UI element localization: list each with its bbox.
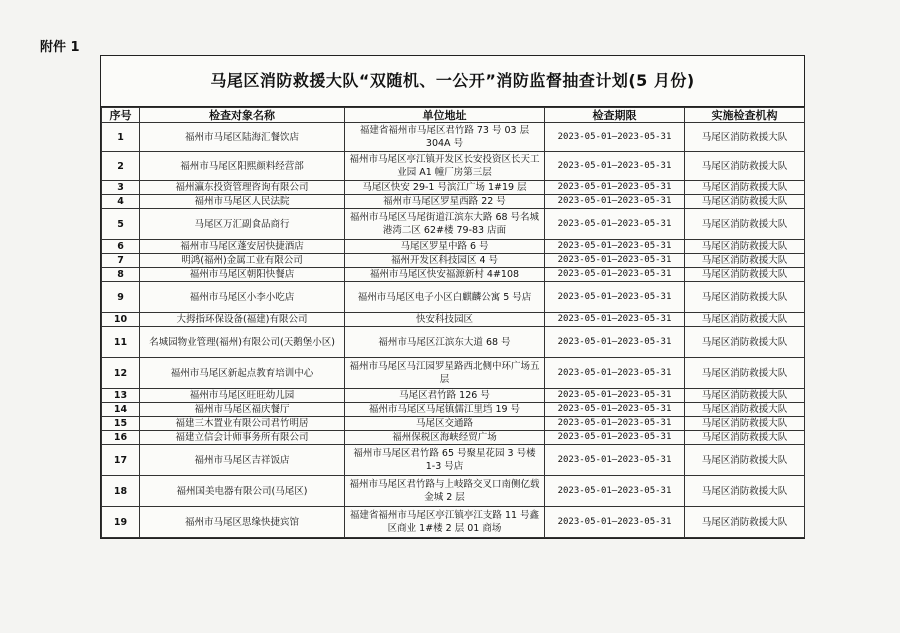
cell-address: 福州市马尾区君竹路 65 号聚星花园 3 号楼 1-3 号店 bbox=[345, 445, 545, 476]
inspection-plan-sheet bbox=[100, 55, 805, 539]
table-body bbox=[102, 123, 805, 538]
table-row bbox=[102, 152, 805, 181]
table-row bbox=[102, 507, 805, 538]
cell-agency: 马尾区消防救援大队 bbox=[685, 181, 805, 195]
cell-name: 福州市马尾区新起点教育培训中心 bbox=[140, 358, 345, 389]
cell-address: 福州市马尾区电子小区白麒麟公寓 5 号店 bbox=[345, 282, 545, 313]
cell-no: 4 bbox=[102, 195, 140, 209]
table-row bbox=[102, 358, 805, 389]
cell-period: 2023-05-01—2023-05-31 bbox=[545, 445, 685, 476]
cell-no: 8 bbox=[102, 268, 140, 282]
cell-no: 17 bbox=[102, 445, 140, 476]
table-row bbox=[102, 195, 805, 209]
table-row bbox=[102, 254, 805, 268]
cell-no: 6 bbox=[102, 240, 140, 254]
cell-period: 2023-05-01—2023-05-31 bbox=[545, 268, 685, 282]
table-row bbox=[102, 240, 805, 254]
cell-address: 福州保税区海峡经贸广场 bbox=[345, 431, 545, 445]
cell-agency: 马尾区消防救援大队 bbox=[685, 417, 805, 431]
cell-name: 福州市马尾区吉祥饭店 bbox=[140, 445, 345, 476]
cell-address: 马尾区君竹路 126 号 bbox=[345, 389, 545, 403]
header-period: 检查期限 bbox=[545, 108, 685, 123]
attachment-label: 附件 1 bbox=[40, 40, 80, 55]
cell-name: 名城园物业管理(福州)有限公司(天鹅堡小区) bbox=[140, 327, 345, 358]
cell-name: 福州市马尾区小李小吃店 bbox=[140, 282, 345, 313]
cell-agency: 马尾区消防救援大队 bbox=[685, 240, 805, 254]
cell-name: 福建三木置业有限公司君竹明居 bbox=[140, 417, 345, 431]
cell-agency: 马尾区消防救援大队 bbox=[685, 358, 805, 389]
cell-period: 2023-05-01—2023-05-31 bbox=[545, 254, 685, 268]
cell-address: 快安科技园区 bbox=[345, 313, 545, 327]
cell-name: 福州市马尾区旺旺幼儿园 bbox=[140, 389, 345, 403]
cell-address: 福州市马尾区江滨东大道 68 号 bbox=[345, 327, 545, 358]
header-address: 单位地址 bbox=[345, 108, 545, 123]
cell-no: 9 bbox=[102, 282, 140, 313]
cell-agency: 马尾区消防救援大队 bbox=[685, 282, 805, 313]
cell-agency: 马尾区消防救援大队 bbox=[685, 123, 805, 152]
cell-name: 马尾区万汇副食品商行 bbox=[140, 209, 345, 240]
cell-period: 2023-05-01—2023-05-31 bbox=[545, 403, 685, 417]
cell-agency: 马尾区消防救援大队 bbox=[685, 476, 805, 507]
cell-address: 马尾区交通路 bbox=[345, 417, 545, 431]
inspection-table bbox=[101, 107, 805, 538]
cell-address: 福州市马尾区亭江镇开发区长安投资区长天工业园 A1 幢厂房第三层 bbox=[345, 152, 545, 181]
header-agency: 实施检查机构 bbox=[685, 108, 805, 123]
table-row bbox=[102, 282, 805, 313]
table-row bbox=[102, 389, 805, 403]
table-header-row bbox=[102, 108, 805, 123]
cell-no: 1 bbox=[102, 123, 140, 152]
cell-name: 福州市马尾区福庆餐厅 bbox=[140, 403, 345, 417]
cell-no: 13 bbox=[102, 389, 140, 403]
cell-address: 福州市马尾区马尾街道江滨东大路 68 号名城港湾二区 62#楼 79-83 店面 bbox=[345, 209, 545, 240]
table-row bbox=[102, 209, 805, 240]
cell-period: 2023-05-01—2023-05-31 bbox=[545, 313, 685, 327]
cell-name: 福州市马尾区朝阳快餐店 bbox=[140, 268, 345, 282]
header-name: 检查对象名称 bbox=[140, 108, 345, 123]
cell-no: 18 bbox=[102, 476, 140, 507]
cell-agency: 马尾区消防救援大队 bbox=[685, 195, 805, 209]
cell-period: 2023-05-01—2023-05-31 bbox=[545, 431, 685, 445]
cell-agency: 马尾区消防救援大队 bbox=[685, 152, 805, 181]
cell-agency: 马尾区消防救援大队 bbox=[685, 327, 805, 358]
table-row bbox=[102, 181, 805, 195]
cell-address: 福州市马尾区罗星西路 22 号 bbox=[345, 195, 545, 209]
cell-no: 15 bbox=[102, 417, 140, 431]
cell-period: 2023-05-01—2023-05-31 bbox=[545, 209, 685, 240]
table-row bbox=[102, 476, 805, 507]
cell-period: 2023-05-01—2023-05-31 bbox=[545, 476, 685, 507]
table-row bbox=[102, 327, 805, 358]
cell-period: 2023-05-01—2023-05-31 bbox=[545, 123, 685, 152]
cell-no: 19 bbox=[102, 507, 140, 538]
table-row bbox=[102, 431, 805, 445]
cell-name: 福州市马尾区阳熙颜料经营部 bbox=[140, 152, 345, 181]
cell-name: 福州市马尾区蓬安居快捷酒店 bbox=[140, 240, 345, 254]
cell-no: 7 bbox=[102, 254, 140, 268]
cell-address: 马尾区罗星中路 6 号 bbox=[345, 240, 545, 254]
table-row bbox=[102, 268, 805, 282]
cell-no: 5 bbox=[102, 209, 140, 240]
cell-address: 福建省福州市马尾区亭江镇亭江支路 11 号鑫区商业 1#楼 2 层 01 商场 bbox=[345, 507, 545, 538]
cell-name: 福州瀛东投资管理咨询有限公司 bbox=[140, 181, 345, 195]
cell-agency: 马尾区消防救援大队 bbox=[685, 445, 805, 476]
cell-agency: 马尾区消防救援大队 bbox=[685, 268, 805, 282]
cell-address: 福建省福州市马尾区君竹路 73 号 03 层 304A 号 bbox=[345, 123, 545, 152]
header-no: 序号 bbox=[102, 108, 140, 123]
cell-name: 福州国美电器有限公司(马尾区) bbox=[140, 476, 345, 507]
cell-period: 2023-05-01—2023-05-31 bbox=[545, 417, 685, 431]
cell-agency: 马尾区消防救援大队 bbox=[685, 431, 805, 445]
table-row bbox=[102, 445, 805, 476]
cell-address: 福州市马尾区快安福源新村 4#108 bbox=[345, 268, 545, 282]
cell-no: 11 bbox=[102, 327, 140, 358]
cell-period: 2023-05-01—2023-05-31 bbox=[545, 181, 685, 195]
cell-name: 福州市马尾区思缘快捷宾馆 bbox=[140, 507, 345, 538]
table-row bbox=[102, 313, 805, 327]
cell-address: 福州开发区科技园区 4 号 bbox=[345, 254, 545, 268]
cell-no: 12 bbox=[102, 358, 140, 389]
cell-period: 2023-05-01—2023-05-31 bbox=[545, 195, 685, 209]
cell-agency: 马尾区消防救援大队 bbox=[685, 254, 805, 268]
document-title: 马尾区消防救援大队“双随机、一公开”消防监督抽查计划(5 月份) bbox=[101, 56, 804, 107]
cell-period: 2023-05-01—2023-05-31 bbox=[545, 327, 685, 358]
table-row bbox=[102, 403, 805, 417]
cell-name: 福州市马尾区人民法院 bbox=[140, 195, 345, 209]
cell-name: 明鸿(福州)金属工业有限公司 bbox=[140, 254, 345, 268]
table-row bbox=[102, 417, 805, 431]
cell-period: 2023-05-01—2023-05-31 bbox=[545, 240, 685, 254]
cell-address: 福州市马尾区君竹路与上岐路交叉口南侧亿载金城 2 层 bbox=[345, 476, 545, 507]
cell-agency: 马尾区消防救援大队 bbox=[685, 389, 805, 403]
cell-no: 2 bbox=[102, 152, 140, 181]
cell-name: 福建立信会计师事务所有限公司 bbox=[140, 431, 345, 445]
cell-name: 大拇指环保设备(福建)有限公司 bbox=[140, 313, 345, 327]
cell-agency: 马尾区消防救援大队 bbox=[685, 313, 805, 327]
cell-address: 马尾区快安 29-1 号滨江广场 1#19 层 bbox=[345, 181, 545, 195]
cell-address: 福州市马尾区马江园罗星路西北侧中环广场五层 bbox=[345, 358, 545, 389]
cell-agency: 马尾区消防救援大队 bbox=[685, 209, 805, 240]
cell-agency: 马尾区消防救援大队 bbox=[685, 507, 805, 538]
cell-period: 2023-05-01—2023-05-31 bbox=[545, 507, 685, 538]
cell-no: 3 bbox=[102, 181, 140, 195]
table-row bbox=[102, 123, 805, 152]
cell-no: 10 bbox=[102, 313, 140, 327]
cell-address: 福州市马尾区马尾镇儒江里垱 19 号 bbox=[345, 403, 545, 417]
cell-no: 16 bbox=[102, 431, 140, 445]
cell-period: 2023-05-01—2023-05-31 bbox=[545, 282, 685, 313]
cell-no: 14 bbox=[102, 403, 140, 417]
cell-name: 福州市马尾区陆海汇餐饮店 bbox=[140, 123, 345, 152]
cell-agency: 马尾区消防救援大队 bbox=[685, 403, 805, 417]
cell-period: 2023-05-01—2023-05-31 bbox=[545, 152, 685, 181]
cell-period: 2023-05-01—2023-05-31 bbox=[545, 389, 685, 403]
cell-period: 2023-05-01—2023-05-31 bbox=[545, 358, 685, 389]
